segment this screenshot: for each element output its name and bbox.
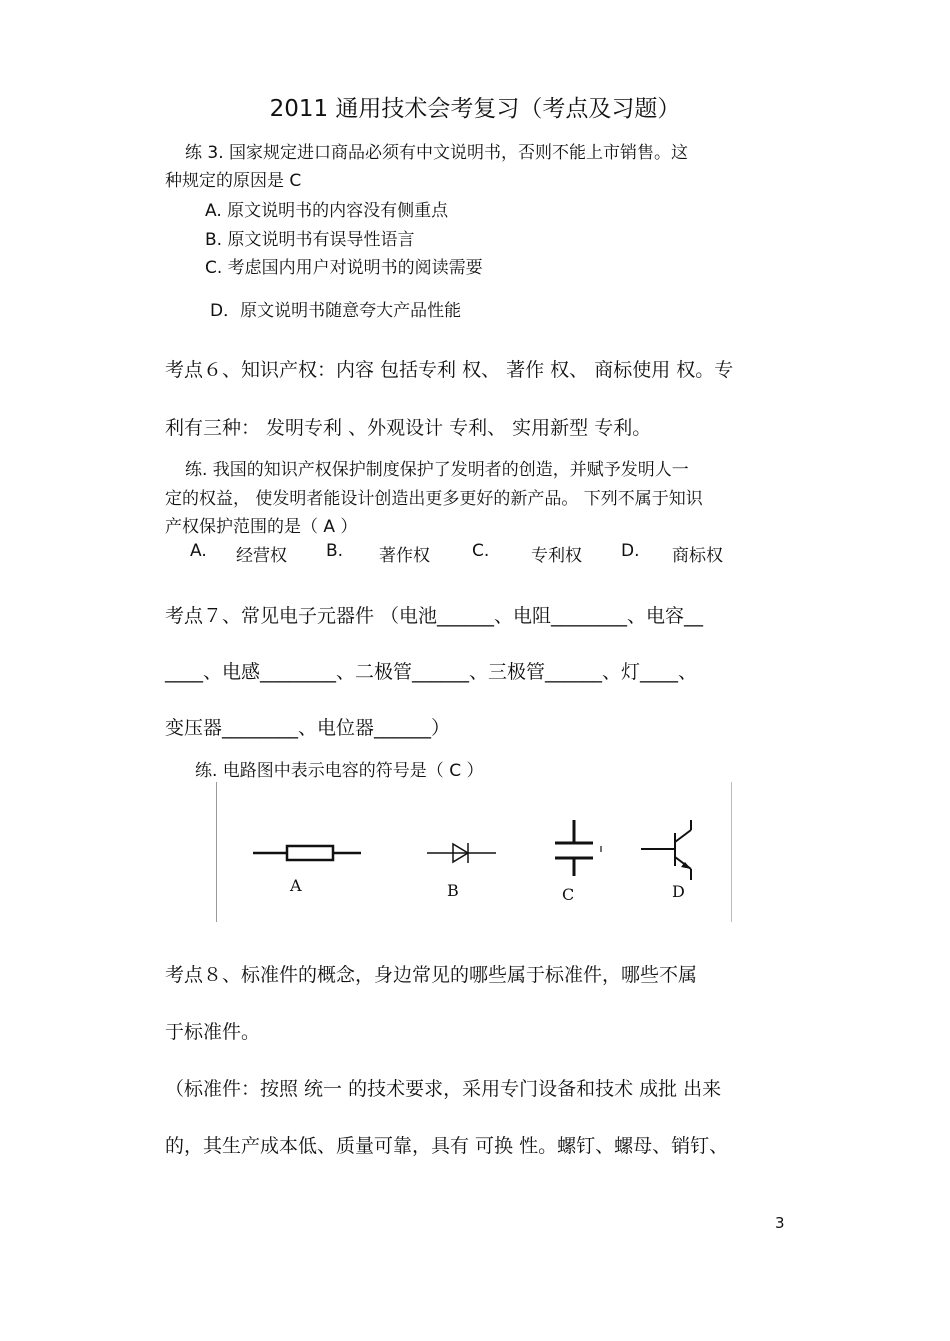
ip-option-a-text: 经营权	[236, 546, 287, 566]
page-title: 2011 通用技术会考复习（考点及习题）	[269, 96, 681, 122]
circuit-symbols-figure	[216, 782, 732, 922]
ip-option-a-letter: A.	[190, 541, 207, 561]
q3-line2: 种规定的原因是 C	[165, 171, 302, 191]
q3-option-d: D．原文说明书随意夸大产品性能	[210, 301, 462, 321]
ip-option-b-text: 著作权	[379, 546, 430, 566]
ip-question-line2: 定的权益， 使发明者能设计创造出更多更好的新产品。 下列不属于知识	[165, 489, 703, 509]
point8-line4: 的，其生产成本低、质量可靠，具有 可换 性。螺钉、螺母、销钉、	[165, 1135, 729, 1157]
ip-option-c-text: 专利权	[531, 546, 582, 566]
ip-question-line1: 练. 我国的知识产权保护制度保护了发明者的创造，并赋予发明人一	[185, 460, 689, 480]
symbol-label-c: C	[562, 885, 575, 904]
capacitor-question: 练. 电路图中表示电容的符号是（ C ）	[195, 761, 484, 781]
point6-line1: 考点６、知识产权：内容 包括专利 权、 著作 权、 商标使用 权。专	[165, 359, 734, 381]
point7-line1: 考点７、常见电子元器件 （电池______、电阻________、电容__	[165, 605, 704, 627]
q3-option-a: A. 原文说明书的内容没有侧重点	[205, 201, 449, 221]
q3-line1: 练 3. 国家规定进口商品必须有中文说明书，否则不能上市销售。这	[185, 143, 689, 163]
point8-line2: 于标准件。	[165, 1021, 261, 1043]
ip-option-b-letter: B.	[326, 541, 344, 561]
symbol-label-b: B	[447, 881, 459, 900]
point7-line3: 变压器________、电位器______）	[165, 717, 451, 739]
ip-question-line3: 产权保护范围的是（ A ）	[165, 517, 358, 537]
q3-option-b: B. 原文说明书有误导性语言	[205, 230, 415, 250]
symbol-label-d: D	[672, 882, 685, 901]
page-number: 3	[775, 1214, 785, 1232]
ip-option-c-letter: C.	[472, 541, 490, 561]
circuit-symbols-drawing	[217, 782, 731, 922]
point7-line2: ____、电感________、二极管______、三极管______、灯____、	[165, 661, 698, 683]
point8-line1: 考点８、标准件的概念，身边常见的哪些属于标准件，哪些不属	[165, 964, 698, 986]
ip-option-d-text: 商标权	[672, 546, 723, 566]
ip-option-d-letter: D.	[621, 541, 640, 561]
point8-line3: （标准件：按照 统一 的技术要求，采用专门设备和技术 成批 出来	[165, 1078, 722, 1100]
symbol-label-a: A	[290, 876, 302, 895]
point6-line2: 利有三种： 发明专利 、外观设计 专利、 实用新型 专利。	[165, 417, 652, 439]
q3-option-c: C. 考虑国内用户对说明书的阅读需要	[205, 258, 483, 278]
